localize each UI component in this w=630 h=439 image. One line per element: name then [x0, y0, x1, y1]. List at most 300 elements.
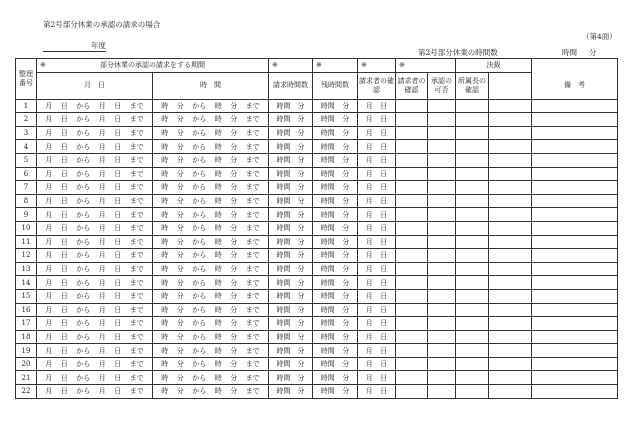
approval-cell[interactable] — [428, 371, 456, 385]
date-cell[interactable] — [37, 235, 153, 249]
cell-text: 分 — [230, 169, 238, 178]
approval-cell[interactable] — [428, 99, 456, 113]
confirm-cell[interactable] — [358, 317, 396, 331]
cell-text: 時間 — [320, 142, 335, 151]
time-cell[interactable] — [153, 140, 269, 154]
approval-cell[interactable] — [428, 344, 456, 358]
remarks-cell[interactable] — [532, 276, 618, 290]
time-cell[interactable] — [153, 167, 269, 181]
decision-cell[interactable] — [489, 317, 532, 331]
chief-cell[interactable] — [456, 344, 489, 358]
remarks-cell[interactable] — [532, 330, 618, 344]
remarks-cell[interactable] — [532, 208, 618, 222]
cell-text: 時間 — [276, 129, 291, 138]
confirm-cell[interactable] — [358, 221, 396, 235]
confirm-cell[interactable] — [358, 167, 396, 181]
cell-text: 日 — [380, 278, 388, 287]
cell-text: 分 — [342, 265, 350, 274]
cell-text: 日 — [60, 224, 68, 233]
req-hours-cell[interactable] — [269, 194, 313, 208]
confirm-cell[interactable] — [358, 181, 396, 195]
chief-cell[interactable] — [456, 235, 489, 249]
date-cell[interactable] — [37, 167, 153, 181]
remain-cell[interactable] — [313, 262, 358, 276]
cell-text: から — [76, 237, 91, 246]
remain-cell[interactable] — [313, 289, 358, 303]
chief-cell[interactable] — [456, 330, 489, 344]
date-cell[interactable] — [37, 357, 153, 371]
remarks-cell[interactable] — [532, 126, 618, 140]
date-cell[interactable] — [37, 371, 153, 385]
cell-text: から — [192, 373, 207, 382]
remain-cell[interactable] — [313, 140, 358, 154]
req-hours-cell[interactable] — [269, 371, 313, 385]
cell-text: 時間 — [320, 278, 335, 287]
time-cell[interactable] — [153, 385, 269, 399]
date-cell[interactable] — [37, 262, 153, 276]
time-cell[interactable] — [153, 289, 269, 303]
cell-text: 月 — [45, 332, 53, 341]
decision-cell[interactable] — [489, 181, 532, 195]
date-cell[interactable] — [37, 330, 153, 344]
confirm-cell[interactable] — [358, 344, 396, 358]
chief-cell[interactable] — [456, 167, 489, 181]
cell-text: から — [76, 142, 91, 151]
cell-text: 分 — [297, 292, 305, 301]
req-confirm-cell[interactable] — [396, 344, 428, 358]
approval-cell[interactable] — [428, 317, 456, 331]
cell-text: 日 — [380, 265, 388, 274]
time-cell[interactable] — [153, 249, 269, 263]
decision-cell[interactable] — [489, 113, 532, 127]
chief-cell[interactable] — [456, 153, 489, 167]
date-cell[interactable] — [37, 344, 153, 358]
req-confirm-cell[interactable] — [396, 167, 428, 181]
chief-cell[interactable] — [456, 140, 489, 154]
approval-cell[interactable] — [428, 181, 456, 195]
decision-cell[interactable] — [489, 194, 532, 208]
time-cell[interactable] — [153, 276, 269, 290]
req-hours-cell[interactable] — [269, 289, 313, 303]
req-confirm-cell[interactable] — [396, 357, 428, 371]
decision-cell[interactable] — [489, 262, 532, 276]
cell-text: 分 — [176, 169, 184, 178]
chief-cell[interactable] — [456, 289, 489, 303]
req-confirm-cell[interactable] — [396, 303, 428, 317]
chief-cell[interactable] — [456, 126, 489, 140]
decision-cell[interactable] — [489, 208, 532, 222]
cell-text: まで — [129, 332, 144, 341]
cell-text: 分 — [342, 142, 350, 151]
remarks-cell[interactable] — [532, 140, 618, 154]
cell-text: 月 — [98, 373, 106, 382]
date-cell[interactable] — [37, 153, 153, 167]
chief-cell[interactable] — [456, 208, 489, 222]
date-cell[interactable] — [37, 385, 153, 399]
row-number: 21 — [16, 371, 37, 385]
time-cell[interactable] — [153, 181, 269, 195]
cell-text: 時 — [161, 292, 169, 301]
cell-text: 分 — [297, 265, 305, 274]
decision-cell[interactable] — [489, 303, 532, 317]
cell-text: 分 — [176, 237, 184, 246]
cell-text: 分 — [176, 115, 184, 124]
approval-cell[interactable] — [428, 249, 456, 263]
cell-text: 時 — [214, 360, 222, 369]
cell-text: まで — [129, 210, 144, 219]
remain-cell[interactable] — [313, 330, 358, 344]
remarks-cell[interactable] — [532, 113, 618, 127]
cell-text: 分 — [230, 373, 238, 382]
time-cell[interactable] — [153, 221, 269, 235]
req-hours-cell[interactable] — [269, 153, 313, 167]
cell-text: 時 — [161, 224, 169, 233]
cell-text: 分 — [230, 251, 238, 260]
chief-cell[interactable] — [456, 276, 489, 290]
req-hours-cell[interactable] — [269, 303, 313, 317]
cell-text: から — [192, 197, 207, 206]
cell-text: 時 — [214, 169, 222, 178]
time-cell[interactable] — [153, 371, 269, 385]
cell-text: 日 — [380, 387, 388, 396]
date-cell[interactable] — [37, 126, 153, 140]
decision-cell[interactable] — [489, 330, 532, 344]
chief-cell[interactable] — [456, 221, 489, 235]
decision-cell[interactable] — [489, 276, 532, 290]
chief-cell[interactable] — [456, 99, 489, 113]
cell-text: 時 — [214, 373, 222, 382]
cell-text: 時間 — [276, 237, 291, 246]
remain-cell[interactable] — [313, 317, 358, 331]
req-hours-cell[interactable] — [269, 208, 313, 222]
table-row — [16, 167, 618, 181]
cell-text: から — [192, 360, 207, 369]
cell-text: 日 — [60, 319, 68, 328]
remarks-cell[interactable] — [532, 235, 618, 249]
chief-cell[interactable] — [456, 249, 489, 263]
decision-cell[interactable] — [489, 344, 532, 358]
cell-text: 時 — [161, 115, 169, 124]
date-cell[interactable] — [37, 113, 153, 127]
req-confirm-cell[interactable] — [396, 194, 428, 208]
req-hours-cell[interactable] — [269, 330, 313, 344]
remarks-cell[interactable] — [532, 317, 618, 331]
date-cell[interactable] — [37, 99, 153, 113]
cell-text: 時間 — [276, 373, 291, 382]
decision-cell[interactable] — [489, 140, 532, 154]
remarks-cell[interactable] — [532, 344, 618, 358]
remain-cell[interactable] — [313, 249, 358, 263]
decision-cell[interactable] — [489, 357, 532, 371]
remain-cell[interactable] — [313, 221, 358, 235]
remain-cell[interactable] — [313, 153, 358, 167]
remain-cell[interactable] — [313, 113, 358, 127]
decision-cell[interactable] — [489, 126, 532, 140]
req-confirm-cell[interactable] — [396, 330, 428, 344]
approval-cell[interactable] — [428, 276, 456, 290]
remarks-cell[interactable] — [532, 249, 618, 263]
cell-text: 月 — [365, 169, 373, 178]
remain-cell[interactable] — [313, 371, 358, 385]
date-cell[interactable] — [37, 181, 153, 195]
time-cell[interactable] — [153, 330, 269, 344]
approval-cell[interactable] — [428, 330, 456, 344]
confirm-cell[interactable] — [358, 357, 396, 371]
table-row — [16, 317, 618, 331]
req-confirm-cell[interactable] — [396, 317, 428, 331]
confirm-cell[interactable] — [358, 385, 396, 399]
remain-cell[interactable] — [313, 303, 358, 317]
cell-text: 月 — [45, 210, 53, 219]
approval-cell[interactable] — [428, 289, 456, 303]
req-hours-cell[interactable] — [269, 181, 313, 195]
confirm-cell[interactable] — [358, 289, 396, 303]
time-cell[interactable] — [153, 262, 269, 276]
header-date: 月 日 — [37, 72, 153, 99]
confirm-cell[interactable] — [358, 194, 396, 208]
cell-text: から — [192, 319, 207, 328]
approval-cell[interactable] — [428, 194, 456, 208]
cell-text: から — [192, 224, 207, 233]
time-cell[interactable] — [153, 303, 269, 317]
confirm-cell[interactable] — [358, 208, 396, 222]
cell-text: 分 — [230, 210, 238, 219]
decision-cell[interactable] — [489, 167, 532, 181]
cell-text: 分 — [230, 129, 238, 138]
decision-cell[interactable] — [489, 371, 532, 385]
cell-text: 時間 — [320, 183, 335, 192]
cell-text: 日 — [380, 183, 388, 192]
req-hours-cell[interactable] — [269, 99, 313, 113]
req-confirm-cell[interactable] — [396, 262, 428, 276]
date-cell[interactable] — [37, 221, 153, 235]
confirm-cell[interactable] — [358, 113, 396, 127]
decision-cell[interactable] — [489, 221, 532, 235]
cell-text: 月 — [98, 387, 106, 396]
remarks-cell[interactable] — [532, 99, 618, 113]
remain-cell[interactable] — [313, 344, 358, 358]
req-confirm-cell[interactable] — [396, 126, 428, 140]
approval-cell[interactable] — [428, 262, 456, 276]
remarks-cell[interactable] — [532, 194, 618, 208]
remain-cell[interactable] — [313, 181, 358, 195]
approval-cell[interactable] — [428, 140, 456, 154]
remarks-cell[interactable] — [532, 303, 618, 317]
confirm-cell[interactable] — [358, 235, 396, 249]
chief-cell[interactable] — [456, 113, 489, 127]
remain-cell[interactable] — [313, 208, 358, 222]
remarks-cell[interactable] — [532, 167, 618, 181]
cell-text: から — [76, 156, 91, 165]
approval-cell[interactable] — [428, 303, 456, 317]
req-confirm-cell[interactable] — [396, 276, 428, 290]
decision-cell[interactable] — [489, 289, 532, 303]
confirm-cell[interactable] — [358, 303, 396, 317]
cell-text: から — [192, 142, 207, 151]
chief-cell[interactable] — [456, 262, 489, 276]
date-cell[interactable] — [37, 289, 153, 303]
req-confirm-cell[interactable] — [396, 371, 428, 385]
req-hours-cell[interactable] — [269, 357, 313, 371]
cell-text: 時 — [161, 319, 169, 328]
chief-cell[interactable] — [456, 317, 489, 331]
approval-cell[interactable] — [428, 113, 456, 127]
cell-text: 日 — [114, 373, 122, 382]
chief-cell[interactable] — [456, 303, 489, 317]
time-cell[interactable] — [153, 235, 269, 249]
cell-text: 日 — [60, 169, 68, 178]
approval-cell[interactable] — [428, 385, 456, 399]
date-cell[interactable] — [37, 317, 153, 331]
decision-cell[interactable] — [489, 385, 532, 399]
remain-cell[interactable] — [313, 126, 358, 140]
req-hours-cell[interactable] — [269, 262, 313, 276]
confirm-cell[interactable] — [358, 262, 396, 276]
cell-text: 分 — [230, 278, 238, 287]
chief-cell[interactable] — [456, 181, 489, 195]
confirm-cell[interactable] — [358, 276, 396, 290]
form-title: 第2号部分休業の承認の請求の場合 — [43, 20, 161, 29]
decision-cell[interactable] — [489, 235, 532, 249]
date-cell[interactable] — [37, 303, 153, 317]
date-cell[interactable] — [37, 208, 153, 222]
decision-cell[interactable] — [489, 249, 532, 263]
confirm-cell[interactable] — [358, 330, 396, 344]
cell-text: 分 — [176, 224, 184, 233]
req-confirm-cell[interactable] — [396, 181, 428, 195]
req-confirm-cell[interactable] — [396, 99, 428, 113]
req-confirm-cell[interactable] — [396, 289, 428, 303]
approval-cell[interactable] — [428, 153, 456, 167]
confirm-cell[interactable] — [358, 371, 396, 385]
req-confirm-cell[interactable] — [396, 153, 428, 167]
time-cell[interactable] — [153, 317, 269, 331]
remarks-cell[interactable] — [532, 153, 618, 167]
approval-cell[interactable] — [428, 357, 456, 371]
req-confirm-cell[interactable] — [396, 140, 428, 154]
time-cell[interactable] — [153, 208, 269, 222]
approval-cell[interactable] — [428, 167, 456, 181]
remarks-cell[interactable] — [532, 181, 618, 195]
req-hours-cell[interactable] — [269, 113, 313, 127]
confirm-cell[interactable] — [358, 99, 396, 113]
remain-cell[interactable] — [313, 385, 358, 399]
remarks-cell[interactable] — [532, 385, 618, 399]
time-cell[interactable] — [153, 153, 269, 167]
remain-cell[interactable] — [313, 276, 358, 290]
table-row — [16, 221, 618, 235]
cell-text: 分 — [230, 156, 238, 165]
remarks-cell[interactable] — [532, 357, 618, 371]
chief-cell[interactable] — [456, 385, 489, 399]
cell-text: 日 — [60, 346, 68, 355]
remarks-cell[interactable] — [532, 289, 618, 303]
approval-cell[interactable] — [428, 221, 456, 235]
confirm-cell[interactable] — [358, 126, 396, 140]
time-cell[interactable] — [153, 99, 269, 113]
req-hours-cell[interactable] — [269, 317, 313, 331]
cell-text: まで — [245, 387, 260, 396]
date-cell[interactable] — [37, 140, 153, 154]
req-hours-cell[interactable] — [269, 249, 313, 263]
approval-cell[interactable] — [428, 208, 456, 222]
req-hours-cell[interactable] — [269, 385, 313, 399]
cell-text: 時間 — [320, 156, 335, 165]
header-approval: 承認の可否 — [428, 72, 456, 99]
cell-text: 分 — [176, 142, 184, 151]
cell-text: 時 — [161, 101, 169, 110]
table-row — [16, 289, 618, 303]
time-cell[interactable] — [153, 357, 269, 371]
cell-text: 分 — [297, 251, 305, 260]
req-confirm-cell[interactable] — [396, 385, 428, 399]
req-confirm-cell[interactable] — [396, 249, 428, 263]
req-confirm-cell[interactable] — [396, 221, 428, 235]
decision-cell[interactable] — [489, 153, 532, 167]
table-row — [16, 262, 618, 276]
cell-text: 時間 — [276, 156, 291, 165]
time-cell[interactable] — [153, 113, 269, 127]
req-hours-cell[interactable] — [269, 221, 313, 235]
remarks-cell[interactable] — [532, 221, 618, 235]
cell-text: から — [192, 265, 207, 274]
confirm-cell[interactable] — [358, 140, 396, 154]
chief-cell[interactable] — [456, 194, 489, 208]
req-hours-cell[interactable] — [269, 235, 313, 249]
cell-text: 日 — [60, 156, 68, 165]
cell-text: 月 — [365, 319, 373, 328]
approval-cell[interactable] — [428, 235, 456, 249]
approval-cell[interactable] — [428, 126, 456, 140]
table-row — [16, 249, 618, 263]
req-hours-cell[interactable] — [269, 276, 313, 290]
req-confirm-cell[interactable] — [396, 113, 428, 127]
date-cell[interactable] — [37, 194, 153, 208]
remarks-cell[interactable] — [532, 262, 618, 276]
remarks-cell[interactable] — [532, 371, 618, 385]
cell-text: 時 — [161, 387, 169, 396]
remain-cell[interactable] — [313, 167, 358, 181]
cell-text: 時 — [161, 210, 169, 219]
remain-cell[interactable] — [313, 357, 358, 371]
time-cell[interactable] — [153, 126, 269, 140]
date-cell[interactable] — [37, 249, 153, 263]
cell-text: 時間 — [276, 224, 291, 233]
confirm-cell[interactable] — [358, 153, 396, 167]
remain-cell[interactable] — [313, 99, 358, 113]
req-hours-cell[interactable] — [269, 126, 313, 140]
req-hours-cell[interactable] — [269, 344, 313, 358]
time-cell[interactable] — [153, 344, 269, 358]
cell-text: まで — [129, 319, 144, 328]
confirm-cell[interactable] — [358, 249, 396, 263]
remain-cell[interactable] — [313, 194, 358, 208]
req-hours-cell[interactable] — [269, 167, 313, 181]
time-cell[interactable] — [153, 194, 269, 208]
chief-cell[interactable] — [456, 357, 489, 371]
req-confirm-cell[interactable] — [396, 208, 428, 222]
row-number: 4 — [16, 140, 37, 154]
decision-cell[interactable] — [489, 99, 532, 113]
remain-cell[interactable] — [313, 235, 358, 249]
cell-text: 分 — [176, 346, 184, 355]
date-cell[interactable] — [37, 276, 153, 290]
cell-text: 月 — [98, 129, 106, 138]
cell-text: 日 — [380, 115, 388, 124]
req-confirm-cell[interactable] — [396, 235, 428, 249]
req-hours-cell[interactable] — [269, 140, 313, 154]
chief-cell[interactable] — [456, 371, 489, 385]
